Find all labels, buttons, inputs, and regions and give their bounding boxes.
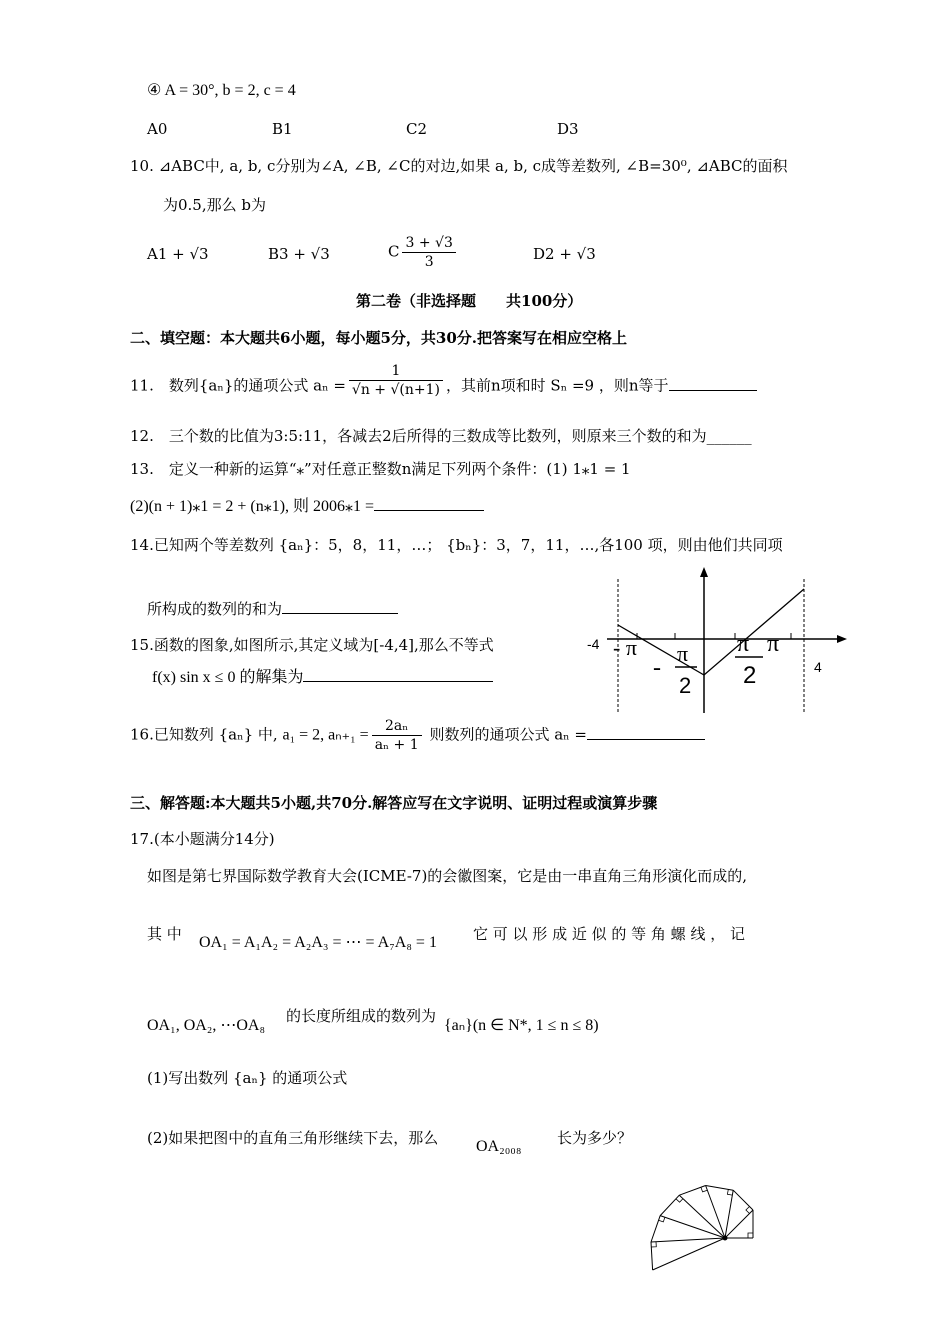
q17-line2-suffix: 它 可 以 形 成 近 似 的 等 角 螺 线 ， 记 <box>473 925 745 943</box>
right-angle-mark <box>676 1199 683 1203</box>
spiral-spoke <box>653 1238 725 1270</box>
spiral-edge <box>651 1242 653 1270</box>
section3-title: 三、解答题:本大题共5小题,共70分.解答应写在文字说明、证明过程或演算步骤 <box>130 794 658 812</box>
spiral-spoke <box>660 1216 725 1238</box>
q10-option-c <box>388 234 459 271</box>
right-angle-mark <box>746 1207 750 1214</box>
q16-answer-blank[interactable] <box>587 739 705 740</box>
q10-c-numerator: 3 + √3 <box>402 234 455 253</box>
q16-suffix: 则数列的通项公式 aₙ = <box>429 725 587 744</box>
q9-item4: ④ A = 30°, b = 2, c = 4 <box>147 82 296 99</box>
q14-line2-text: 所构成的数列的和为 <box>147 600 283 618</box>
q11-denominator: √n + √(n+1) <box>351 382 440 398</box>
q10-line2: 为0.5,那么 b为 <box>163 196 266 214</box>
q15-line1: 15.函数的图象,如图所示,其定义域为[-4,4],那么不等式 <box>130 636 494 654</box>
x-axis-arrow <box>837 635 847 643</box>
q16-formula: a₁ = 2, aₙ₊₁ = <box>282 726 369 744</box>
q11-prefix: 11. 数列{aₙ}的通项公式 aₙ = <box>130 376 346 395</box>
q16-denominator: aₙ + 1 <box>374 737 419 753</box>
q14-answer-blank[interactable] <box>282 613 398 614</box>
q9-option-c: C2 <box>406 120 428 138</box>
spiral-center-dot <box>723 1236 728 1241</box>
q17-header: 17.(本小题满分14分) <box>130 830 275 848</box>
label-pi: π <box>767 631 780 657</box>
q9-option-d: D3 <box>557 120 579 138</box>
q9-option-b: B1 <box>272 120 293 138</box>
q17-line3-text: 的长度所组成的数列为 <box>286 1007 437 1025</box>
spiral-edge <box>706 1186 734 1191</box>
q10-option-c-letter: C <box>388 242 400 261</box>
q17-line2-formula: OA₁ = A₁A₂ = A₂A₃ = ⋯ = A₇A₈ = 1 <box>199 934 437 951</box>
q13-answer-blank[interactable] <box>374 510 484 511</box>
label-neg-half-pi-num: π <box>677 641 689 666</box>
q10-option-d: D2 + √3 <box>533 245 596 263</box>
q17-line3-formula2: {aₙ}(n ∈ N*, 1 ≤ n ≤ 8) <box>444 1017 599 1034</box>
q13-line1: 13. 定义一种新的运算“⁎”对任意正整数n满足下列两个条件：(1) 1⁎1 = 1 <box>130 460 631 478</box>
q16 <box>130 717 705 754</box>
q11-suffix: ，其前n项和时 Sₙ =9 ，则n等于 <box>446 376 669 395</box>
q15-answer-blank[interactable] <box>303 681 493 682</box>
part2-title: 第二卷（非选择题 共100分） <box>356 292 583 310</box>
q10-line1: 10. ⊿ABC中, a, b, c分别为∠A, ∠B, ∠C的对边,如果 a, b, c成等差数列, ∠B=30⁰, ⊿ABC的面积 <box>130 157 788 175</box>
q17-sub2-suffix: 长为多少？ <box>557 1129 633 1147</box>
y-axis-arrow <box>700 567 708 577</box>
spiral-spoke <box>706 1186 725 1239</box>
q13-line2-text: (2)(n + 1)⁎1 = 2 + (n⁎1), 则 2006⁎1 = <box>130 498 375 515</box>
label-half-pi-den: 2 <box>743 662 757 689</box>
label-neg4: -4 <box>587 636 600 652</box>
q15-line2-text: f(x) sin x ≤ 0 的解集为 <box>152 669 304 686</box>
icme7-spiral-figure <box>635 1165 785 1315</box>
spiral-edge <box>733 1190 753 1210</box>
q17-line1: 如图是第七界国际数学教育大会(ICME-7)的会徽图案，它是由一串直角三角形演化而成的, <box>147 867 748 885</box>
q11 <box>130 363 757 399</box>
q10-c-denominator: 3 <box>424 254 434 270</box>
q17-sub1: (1)写出数列 {aₙ} 的通项公式 <box>147 1069 348 1087</box>
section2-title: 二、填空题：本大题共6小题，每小题5分，共30分.把答案写在相应空格上 <box>130 329 627 347</box>
q11-answer-blank[interactable] <box>669 390 757 391</box>
spiral-spoke <box>651 1238 725 1242</box>
q13-line2 <box>130 496 484 518</box>
label-neg-half-pi-sign: - <box>653 655 661 681</box>
label-neg-pi: - π <box>613 635 637 660</box>
right-angle-mark <box>748 1233 753 1238</box>
q9-option-a: A0 <box>147 120 168 138</box>
q14-line1: 14.已知两个等差数列 {aₙ}：5，8，11，…； {bₙ}：3，7，11，…,各100 项，则由他们共同项 <box>130 536 783 554</box>
q12: 12. 三个数的比值为3:5:11，各减去2后所得的三数成等比数列，则原来三个数的和为______ <box>130 427 752 445</box>
spiral-edge <box>660 1195 679 1215</box>
spiral-edge <box>651 1216 660 1242</box>
q15-line2 <box>152 667 493 689</box>
q17-line3-formula: OA₁, OA₂, ⋯OA₈ <box>147 1017 266 1034</box>
q16-numerator: 2aₙ <box>372 717 422 736</box>
q10-option-b: B3 + √3 <box>268 245 330 263</box>
q17-line2-prefix: 其 中 <box>147 925 182 943</box>
label-neg-half-pi-den: 2 <box>679 673 692 698</box>
label-half-pi-num: π <box>737 631 750 657</box>
q17-sub2-formula: OA₂₀₀₈ <box>476 1138 522 1155</box>
q16-prefix: 16.已知数列 {aₙ} 中, <box>130 725 278 744</box>
right-angle-mark <box>651 1242 656 1247</box>
q17-sub2-text: (2)如果把图中的直角三角形继续下去，那么 <box>147 1129 439 1147</box>
q10-option-a: A1 + √3 <box>147 245 209 263</box>
q11-numerator: 1 <box>349 362 443 381</box>
q15-function-graph <box>585 565 855 715</box>
q14-line2 <box>147 598 398 620</box>
label-pos4: 4 <box>814 659 822 675</box>
spiral-spoke <box>679 1195 725 1238</box>
